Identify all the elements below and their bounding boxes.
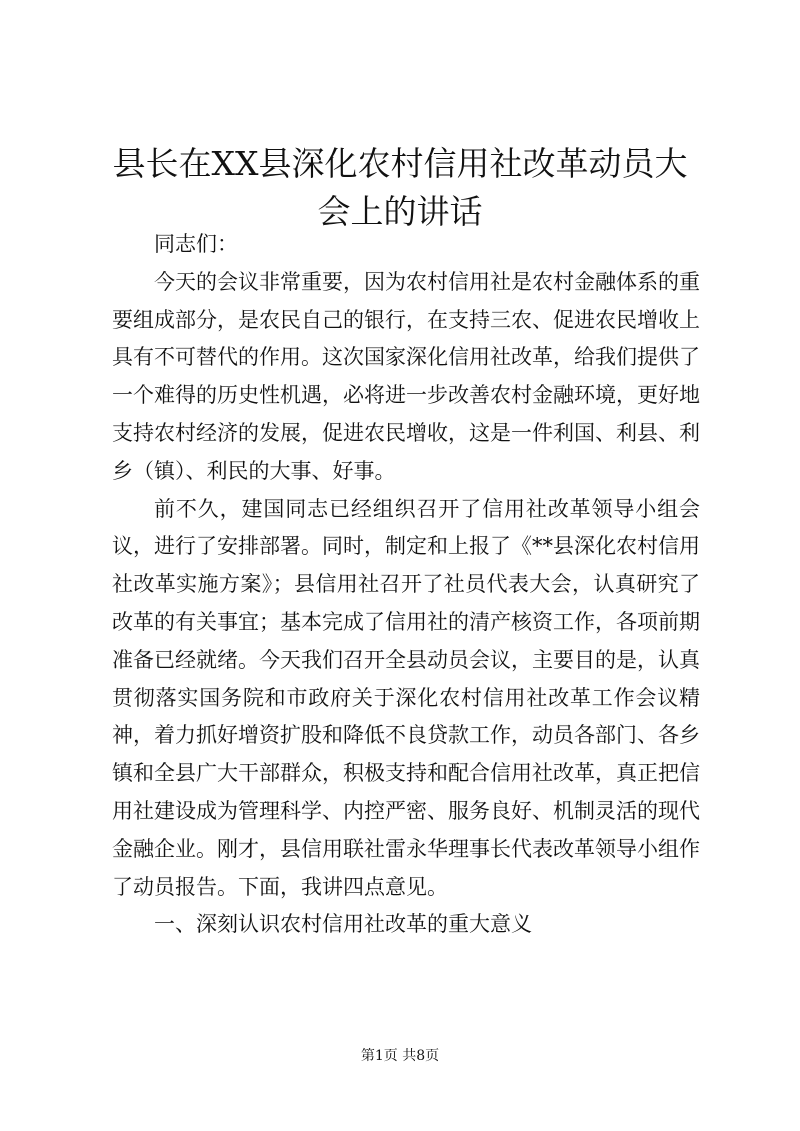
paragraph-1: 今天的会议非常重要，因为农村信用社是农村金融体系的重要组成部分，是农民自己的银行，在支持三农、促进农民增收上具有不可替代的作用。这次国家深化信用社改革，给我们提供了一个难得的历史性机遇，必将进一步改善农村金融环境，更好地支持农村经济的发展，促进农民增收，这是一件利国、利县、利乡（镇）、利民的大事、好事。 <box>112 269 700 483</box>
document-body <box>112 226 700 944</box>
section-heading: 一、深刻认识农村信用社改革的重大意义 <box>154 912 532 937</box>
paragraph-2: 前不久，建国同志已经组织召开了信用社改革领导小组会议，进行了安排部署。同时，制定和上报了《**县深化农村信用社改革实施方案》；县信用社召开了社员代表大会，认真研究了改革的有关事宜；基本完成了信用社的清产核资工作，各项前期准备已经就绪。今天我们召开全县动员会议，主要目的是，认真贯彻落实国务院和市政府关于深化农村信用社改革工作会议精神，着力抓好增资扩股和降低不良贷款工作，动员各部门、各乡镇和全县广大干部群众，积极支持和配合信用社改革，真正把信用社建设成为管理科学、内控严密、服务良好、机制灵活的现代金融企业。刚才，县信用联社雷永华理事长代表改革领导小组作了动员报告。下面，我讲四点意见。 <box>112 496 700 899</box>
document-title: 县长在XX县深化农村信用社改革动员大会上的讲话 <box>112 144 688 231</box>
salutation: 同志们： <box>154 232 238 256</box>
page-footer: 第1页 共8页 <box>360 1048 440 1064</box>
